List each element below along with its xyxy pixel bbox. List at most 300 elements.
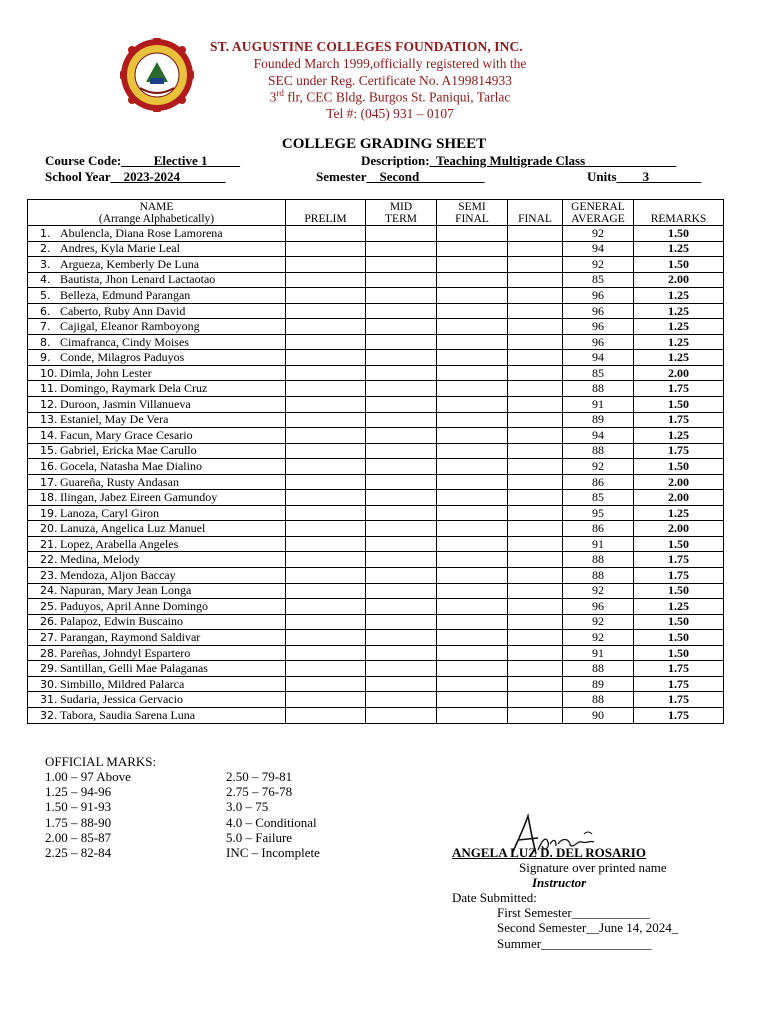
- general-average-cell: 89: [563, 412, 634, 428]
- student-name: Medina, Melody: [60, 552, 140, 567]
- semifinal-cell: [437, 428, 508, 444]
- midterm-cell: [366, 350, 437, 366]
- prelim-cell: [286, 676, 366, 692]
- general-average-cell: 96: [563, 334, 634, 350]
- semifinal-cell: [437, 630, 508, 646]
- official-marks-title: OFFICIAL MARKS:: [45, 754, 157, 769]
- prelim-cell: [286, 381, 366, 397]
- school-name: ST. AUGUSTINE COLLEGES FOUNDATION, INC.: [210, 39, 523, 54]
- official-mark-item: 1.00 – 97 Above: [45, 769, 131, 784]
- row-number: 16.: [40, 459, 58, 473]
- student-name: Tabora, Saudia Sarena Luna: [60, 707, 196, 722]
- prelim-cell: [286, 334, 366, 350]
- semifinal-cell: [437, 257, 508, 273]
- midterm-cell: [366, 365, 437, 381]
- table-row: [28, 505, 724, 521]
- remarks-cell: 2.00: [634, 474, 724, 490]
- units: Units____3________: [587, 169, 702, 184]
- student-name: Gocela, Natasha Mae Dialino: [60, 458, 202, 473]
- address-line: 3rd flr, CEC Bldg. Burgos St. Paniqui, Tarlac: [269, 88, 511, 105]
- student-name: Simbillo, Mildred Palarca: [60, 676, 185, 691]
- table-row: [28, 365, 724, 381]
- table-row: [28, 661, 724, 677]
- student-name: Guareña, Rusty Andasan: [60, 474, 179, 489]
- row-number: 26.: [40, 615, 58, 629]
- table-row: [28, 474, 724, 490]
- prelim-cell: [286, 257, 366, 273]
- semifinal-cell: [437, 350, 508, 366]
- general-average-cell: 88: [563, 381, 634, 397]
- official-mark-item: 2.25 – 82-84: [45, 845, 112, 861]
- semifinal-cell: [437, 614, 508, 630]
- final-cell: [508, 241, 563, 257]
- remarks-cell: 1.75: [634, 568, 724, 584]
- table-row: [28, 350, 724, 366]
- prelim-cell: [286, 288, 366, 304]
- student-name: Pareñas, Johndyl Espartero: [60, 645, 191, 660]
- remarks-cell: 1.75: [634, 661, 724, 677]
- general-average-cell: 88: [563, 661, 634, 677]
- row-number: 1.: [40, 226, 51, 240]
- general-average-cell: 92: [563, 614, 634, 630]
- midterm-cell: [366, 583, 437, 599]
- row-number: 25.: [40, 599, 58, 613]
- row-number: 12.: [40, 397, 58, 411]
- remarks-cell: 1.75: [634, 443, 724, 459]
- general-average-cell: 92: [563, 257, 634, 273]
- semifinal-cell: [437, 443, 508, 459]
- student-name: Facun, Mary Grace Cesario: [60, 427, 193, 442]
- official-mark-item: 1.50 – 91-93: [45, 799, 112, 815]
- semifinal-cell: [437, 226, 508, 242]
- row-number: 19.: [40, 506, 58, 520]
- row-number: 3.: [40, 257, 51, 271]
- row-number: 4.: [40, 273, 51, 287]
- row-number: 29.: [40, 662, 58, 676]
- table-row: [28, 428, 724, 444]
- midterm-cell: [366, 536, 437, 552]
- prelim-cell: [286, 661, 366, 677]
- final-cell: [508, 365, 563, 381]
- student-name: Cajigal, Eleanor Ramboyong: [60, 319, 200, 334]
- student-name-cell: [28, 459, 286, 475]
- midterm-cell: [366, 428, 437, 444]
- table-row: [28, 412, 724, 428]
- final-cell: [508, 459, 563, 475]
- row-number: 24.: [40, 584, 58, 598]
- remarks-cell: 1.50: [634, 257, 724, 273]
- prelim-cell: [286, 645, 366, 661]
- remarks-cell: 1.50: [634, 645, 724, 661]
- prelim-cell: [286, 630, 366, 646]
- table-row: [28, 381, 724, 397]
- general-average-cell: 91: [563, 645, 634, 661]
- prelim-cell: [286, 583, 366, 599]
- final-cell: [508, 350, 563, 366]
- remarks-cell: 1.25: [634, 350, 724, 366]
- row-number: 14.: [40, 428, 58, 442]
- final-cell: [508, 692, 563, 708]
- prelim-cell: [286, 443, 366, 459]
- midterm-cell: [366, 474, 437, 490]
- student-name: Paduyos, April Anne Domingo: [60, 598, 209, 613]
- final-cell: [508, 334, 563, 350]
- final-cell: [508, 645, 563, 661]
- row-number: 30.: [40, 677, 58, 691]
- col-header-name: NAME (Arrange Alphabetically): [28, 200, 286, 226]
- table-row: [28, 443, 724, 459]
- final-cell: [508, 614, 563, 630]
- student-name: Sudaria, Jessica Gervacio: [60, 692, 183, 707]
- final-cell: [508, 443, 563, 459]
- student-name: Belleza, Edmund Parangan: [60, 287, 191, 302]
- prelim-cell: [286, 459, 366, 475]
- final-cell: [508, 428, 563, 444]
- semifinal-cell: [437, 645, 508, 661]
- student-name: Conde, Milagros Paduyos: [60, 350, 185, 365]
- general-average-cell: 92: [563, 459, 634, 475]
- table-row: [28, 630, 724, 646]
- general-average-cell: 92: [563, 630, 634, 646]
- general-average-cell: 91: [563, 397, 634, 413]
- student-name-cell: [28, 692, 286, 708]
- midterm-cell: [366, 272, 437, 288]
- midterm-cell: [366, 257, 437, 273]
- table-row: [28, 645, 724, 661]
- remarks-cell: 1.50: [634, 614, 724, 630]
- student-name-cell: [28, 474, 286, 490]
- prelim-cell: [286, 536, 366, 552]
- final-cell: [508, 599, 563, 615]
- official-marks-right: [226, 769, 320, 860]
- final-cell: [508, 583, 563, 599]
- col-header-midterm: MID TERM: [366, 200, 437, 226]
- semifinal-cell: [437, 568, 508, 584]
- semifinal-cell: [437, 692, 508, 708]
- student-name-cell: [28, 257, 286, 273]
- remarks-cell: 1.75: [634, 552, 724, 568]
- semifinal-cell: [437, 552, 508, 568]
- row-number: 15.: [40, 444, 58, 458]
- prelim-cell: [286, 319, 366, 335]
- semifinal-cell: [437, 272, 508, 288]
- remarks-cell: 2.00: [634, 521, 724, 537]
- row-number: 7.: [40, 320, 51, 334]
- student-name: Lanoza, Caryl Giron: [60, 505, 159, 520]
- general-average-cell: 85: [563, 490, 634, 506]
- student-name-cell: [28, 583, 286, 599]
- student-name-cell: [28, 428, 286, 444]
- table-row: [28, 521, 724, 537]
- semifinal-cell: [437, 303, 508, 319]
- table-row: [28, 241, 724, 257]
- table-row: [28, 536, 724, 552]
- student-name-cell: [28, 241, 286, 257]
- prelim-cell: [286, 350, 366, 366]
- student-name: Mendoza, Aljon Baccay: [60, 567, 176, 582]
- student-name: Lanuza, Angelica Luz Manuel: [60, 521, 206, 536]
- official-mark-item: 2.75 – 76-78: [226, 784, 293, 800]
- semifinal-cell: [437, 319, 508, 335]
- midterm-cell: [366, 459, 437, 475]
- student-name-cell: [28, 676, 286, 692]
- student-name-cell: [28, 568, 286, 584]
- general-average-cell: 88: [563, 443, 634, 459]
- final-cell: [508, 552, 563, 568]
- table-row: [28, 257, 724, 273]
- general-average-cell: 95: [563, 505, 634, 521]
- prelim-cell: [286, 303, 366, 319]
- table-row: [28, 599, 724, 615]
- semifinal-cell: [437, 490, 508, 506]
- semifinal-cell: [437, 241, 508, 257]
- official-mark-item: 5.0 – Failure: [226, 829, 293, 845]
- student-name: Bautista, Jhon Lenard Lactaotao: [60, 272, 216, 287]
- general-average-cell: 96: [563, 599, 634, 615]
- sec-registration: SEC under Reg. Certificate No. A199814933: [267, 73, 513, 88]
- remarks-cell: 1.75: [634, 412, 724, 428]
- remarks-cell: 1.25: [634, 505, 724, 521]
- final-cell: [508, 474, 563, 490]
- final-cell: [508, 536, 563, 552]
- student-name-cell: [28, 490, 286, 506]
- final-cell: [508, 272, 563, 288]
- row-number: 31.: [40, 693, 58, 707]
- official-mark-item: 3.0 – 75: [226, 799, 269, 815]
- table-row: [28, 614, 724, 630]
- col-header-final: FINAL: [508, 200, 563, 226]
- semifinal-cell: [437, 521, 508, 537]
- midterm-cell: [366, 661, 437, 677]
- general-average-cell: 92: [563, 583, 634, 599]
- midterm-cell: [366, 692, 437, 708]
- official-mark-item: INC – Incomplete: [226, 845, 320, 861]
- student-name: Lopez, Arabella Angeles: [60, 536, 179, 551]
- page-title: COLLEGE GRADING SHEET: [281, 136, 487, 152]
- final-cell: [508, 630, 563, 646]
- row-number: 32.: [40, 708, 58, 722]
- student-name: Dimla, John Lester: [60, 365, 152, 380]
- row-number: 10.: [40, 366, 58, 380]
- official-mark-item: 2.00 – 85-87: [45, 829, 112, 845]
- remarks-cell: 1.75: [634, 381, 724, 397]
- table-row: [28, 272, 724, 288]
- midterm-cell: [366, 397, 437, 413]
- row-number: 22.: [40, 553, 58, 567]
- student-name: Cimafranca, Cindy Moises: [60, 334, 189, 349]
- description: Description:_Teaching Multigrade Class______________: [361, 153, 677, 168]
- table-row: [28, 459, 724, 475]
- official-mark-item: 1.75 – 88-90: [45, 814, 112, 830]
- row-number: 5.: [40, 288, 51, 302]
- final-cell: [508, 521, 563, 537]
- semifinal-cell: [437, 412, 508, 428]
- row-number: 2.: [40, 242, 51, 256]
- general-average-cell: 96: [563, 288, 634, 304]
- midterm-cell: [366, 319, 437, 335]
- student-name: Domingo, Raymark Dela Cruz: [60, 381, 208, 396]
- general-average-cell: 94: [563, 350, 634, 366]
- semifinal-cell: [437, 365, 508, 381]
- table-row: [28, 552, 724, 568]
- student-name: Gabriel, Ericka Mae Carullo: [60, 443, 197, 458]
- table-header-row: [28, 200, 724, 226]
- table-row: [28, 397, 724, 413]
- semifinal-cell: [437, 661, 508, 677]
- student-name-cell: [28, 599, 286, 615]
- student-name-cell: [28, 536, 286, 552]
- signatory-name: ANGELA LUZ D. DEL ROSARIO: [452, 845, 646, 860]
- student-name: Estaniel, May De Vera: [60, 412, 169, 427]
- semifinal-cell: [437, 474, 508, 490]
- remarks-cell: 1.25: [634, 241, 724, 257]
- student-name-cell: [28, 397, 286, 413]
- grading-table: [27, 199, 724, 724]
- table-row: [28, 303, 724, 319]
- row-number: 18.: [40, 491, 58, 505]
- table-row: [28, 319, 724, 335]
- student-name: Ilingan, Jabez Eireen Gamundoy: [60, 490, 218, 505]
- general-average-cell: 88: [563, 692, 634, 708]
- row-number: 21.: [40, 537, 58, 551]
- midterm-cell: [366, 226, 437, 242]
- midterm-cell: [366, 490, 437, 506]
- col-header-semifinal: SEMI FINAL: [437, 200, 508, 226]
- summer-date: Summer_________________: [497, 935, 652, 951]
- remarks-cell: 2.00: [634, 490, 724, 506]
- midterm-cell: [366, 552, 437, 568]
- remarks-cell: 1.75: [634, 707, 724, 723]
- general-average-cell: 96: [563, 319, 634, 335]
- prelim-cell: [286, 474, 366, 490]
- remarks-cell: 2.00: [634, 365, 724, 381]
- prelim-cell: [286, 272, 366, 288]
- student-name-cell: [28, 303, 286, 319]
- semester: Semester__Second__________: [316, 169, 485, 184]
- midterm-cell: [366, 521, 437, 537]
- remarks-cell: 1.25: [634, 599, 724, 615]
- semifinal-cell: [437, 459, 508, 475]
- semifinal-cell: [437, 381, 508, 397]
- student-name: Caberto, Ruby Ann David: [60, 303, 186, 318]
- telephone: Tel #: (045) 931 – 0107: [326, 106, 454, 121]
- prelim-cell: [286, 568, 366, 584]
- date-submitted-block: [452, 890, 678, 951]
- midterm-cell: [366, 505, 437, 521]
- semifinal-cell: [437, 707, 508, 723]
- midterm-cell: [366, 645, 437, 661]
- student-name-cell: [28, 630, 286, 646]
- general-average-cell: 96: [563, 303, 634, 319]
- founding-info: Founded March 1999,officially registered with the: [253, 56, 527, 71]
- remarks-cell: 1.50: [634, 583, 724, 599]
- table-row: [28, 583, 724, 599]
- semifinal-cell: [437, 676, 508, 692]
- row-number: 9.: [40, 351, 51, 365]
- general-average-cell: 94: [563, 428, 634, 444]
- prelim-cell: [286, 692, 366, 708]
- final-cell: [508, 490, 563, 506]
- prelim-cell: [286, 614, 366, 630]
- prelim-cell: [286, 397, 366, 413]
- general-average-cell: 85: [563, 272, 634, 288]
- semifinal-cell: [437, 505, 508, 521]
- official-mark-item: 1.25 – 94-96: [45, 784, 112, 800]
- remarks-cell: 1.25: [634, 428, 724, 444]
- row-number: 8.: [40, 335, 51, 349]
- midterm-cell: [366, 334, 437, 350]
- table-row: [28, 490, 724, 506]
- course-code: Course Code:_____Elective 1_____: [45, 153, 240, 168]
- midterm-cell: [366, 707, 437, 723]
- student-name-cell: [28, 350, 286, 366]
- table-row: [28, 288, 724, 304]
- row-number: 11.: [40, 382, 58, 396]
- table-row: [28, 676, 724, 692]
- midterm-cell: [366, 381, 437, 397]
- midterm-cell: [366, 443, 437, 459]
- student-name: Duroon, Jasmin Villanueva: [60, 396, 191, 411]
- student-name-cell: [28, 381, 286, 397]
- semifinal-cell: [437, 288, 508, 304]
- general-average-cell: 86: [563, 521, 634, 537]
- official-marks-left: [45, 769, 131, 860]
- row-number: 27.: [40, 630, 58, 644]
- prelim-cell: [286, 707, 366, 723]
- row-number: 17.: [40, 475, 58, 489]
- final-cell: [508, 288, 563, 304]
- student-name: Santillan, Gelli Mae Palaganas: [60, 661, 208, 676]
- final-cell: [508, 707, 563, 723]
- student-name-cell: [28, 226, 286, 242]
- prelim-cell: [286, 599, 366, 615]
- remarks-cell: 1.25: [634, 319, 724, 335]
- student-name: Abulencla, Diana Rose Lamorena: [60, 225, 223, 240]
- semifinal-cell: [437, 397, 508, 413]
- general-average-cell: 88: [563, 552, 634, 568]
- student-name-cell: [28, 645, 286, 661]
- remarks-cell: 1.75: [634, 676, 724, 692]
- midterm-cell: [366, 303, 437, 319]
- final-cell: [508, 412, 563, 428]
- semifinal-cell: [437, 583, 508, 599]
- official-mark-item: 4.0 – Conditional: [226, 814, 317, 830]
- prelim-cell: [286, 428, 366, 444]
- row-number: 13.: [40, 413, 58, 427]
- final-cell: [508, 381, 563, 397]
- student-name-cell: [28, 272, 286, 288]
- final-cell: [508, 661, 563, 677]
- student-name: Napuran, Mary Jean Longa: [60, 583, 192, 598]
- table-row: [28, 707, 724, 723]
- school-year: School Year__2023-2024_______: [45, 169, 226, 184]
- student-name-cell: [28, 443, 286, 459]
- signature-caption: Signature over printed name: [519, 860, 667, 875]
- student-name: Parangan, Raymond Saldivar: [60, 629, 201, 644]
- midterm-cell: [366, 630, 437, 646]
- final-cell: [508, 226, 563, 242]
- student-name-cell: [28, 334, 286, 350]
- table-row: [28, 334, 724, 350]
- student-name-cell: [28, 365, 286, 381]
- prelim-cell: [286, 552, 366, 568]
- final-cell: [508, 505, 563, 521]
- table-row: [28, 226, 724, 242]
- general-average-cell: 88: [563, 568, 634, 584]
- final-cell: [508, 568, 563, 584]
- remarks-cell: 1.25: [634, 288, 724, 304]
- final-cell: [508, 319, 563, 335]
